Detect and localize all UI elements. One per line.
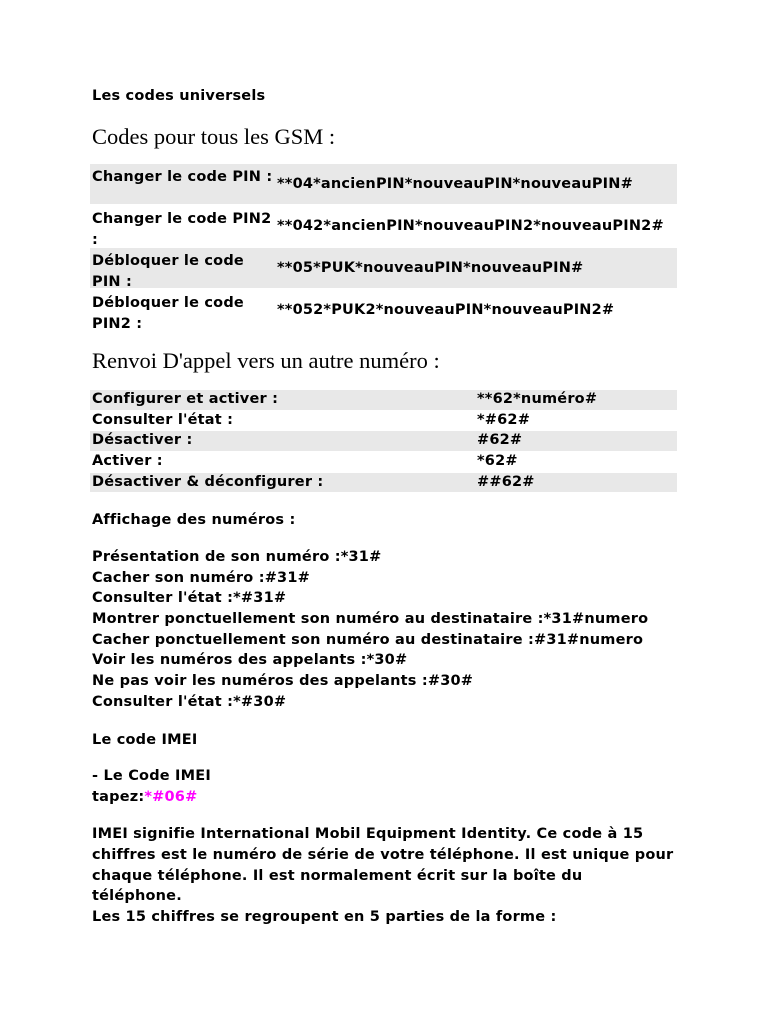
call-forwarding-table	[90, 390, 677, 493]
table-row	[90, 411, 677, 431]
list-item: Cacher ponctuellement son numéro au destinataire :#31#numero	[92, 632, 644, 648]
row-code: *#62#	[477, 411, 531, 428]
row-label: Changer le code PIN2 :	[92, 211, 272, 248]
row-label: Consulter l'état :	[92, 411, 234, 428]
table-row	[90, 473, 677, 493]
row-code: *62#	[477, 453, 518, 470]
paragraph-line: IMEI signifie International Mobil Equipment Identity. Ce code à 15	[92, 826, 644, 842]
paragraph-line: chaque téléphone. Il est normalement écrit sur la boîte du	[92, 868, 583, 884]
row-code: **052*PUK2*nouveauPIN*nouveauPIN2#	[277, 302, 615, 318]
row-label: Désactiver & déconfigurer :	[92, 473, 324, 490]
table-row	[90, 206, 677, 246]
table-row	[90, 290, 677, 330]
row-label: Désactiver :	[92, 432, 193, 449]
row-code: #62#	[477, 432, 523, 449]
paragraph-line: Les 15 chiffres se regroupent en 5 parties de la forme :	[92, 909, 557, 925]
list-item: Voir les numéros des appelants :*30#	[92, 652, 408, 668]
list-item: Présentation de son numéro :*31#	[92, 549, 382, 565]
row-code: **62*numéro#	[477, 391, 598, 407]
list-item: Montrer ponctuellement son numéro au destinataire :*31#numero	[92, 611, 649, 627]
section-heading-display: Affichage des numéros :	[92, 512, 296, 528]
list-item: Cacher son numéro :#31#	[92, 570, 310, 586]
tapez-label: tapez:	[92, 789, 145, 805]
list-item: Consulter l'état :*#30#	[92, 694, 287, 710]
table-row	[90, 452, 677, 472]
table-row	[90, 390, 677, 410]
row-code: **04*ancienPIN*nouveauPIN*nouveauPIN#	[277, 176, 633, 192]
row-label: Changer le code PIN :	[92, 169, 273, 185]
imei-code: *#06#	[144, 789, 198, 805]
row-label: Configurer et activer :	[92, 391, 279, 407]
row-label: Débloquer le code PIN2 :	[92, 295, 244, 332]
row-code: **042*ancienPIN*nouveauPIN2*nouveauPIN2#	[277, 218, 664, 234]
row-code: ##62#	[477, 473, 535, 490]
table-row	[90, 248, 677, 288]
row-code: **05*PUK*nouveauPIN*nouveauPIN#	[277, 260, 584, 276]
table-row	[90, 164, 677, 204]
gsm-codes-table	[90, 164, 677, 332]
paragraph-line: chiffres est le numéro de série de votre téléphone. Il est unique pour	[92, 847, 674, 863]
section-heading-gsm: Codes pour tous les GSM :	[92, 124, 336, 149]
table-row	[90, 431, 677, 451]
document-title: Les codes universels	[92, 88, 266, 104]
imei-subheading: - Le Code IMEI	[92, 768, 211, 784]
list-item: Consulter l'état :*#31#	[92, 590, 287, 606]
section-heading-forwarding: Renvoi D'appel vers un autre numéro :	[92, 348, 440, 373]
section-heading-imei: Le code IMEI	[92, 732, 198, 748]
imei-dial-line	[92, 789, 197, 805]
row-label: Débloquer le code PIN :	[92, 253, 244, 290]
list-item: Ne pas voir les numéros des appelants :#30#	[92, 673, 474, 689]
paragraph-line: téléphone.	[92, 888, 182, 904]
row-label: Activer :	[92, 453, 163, 470]
